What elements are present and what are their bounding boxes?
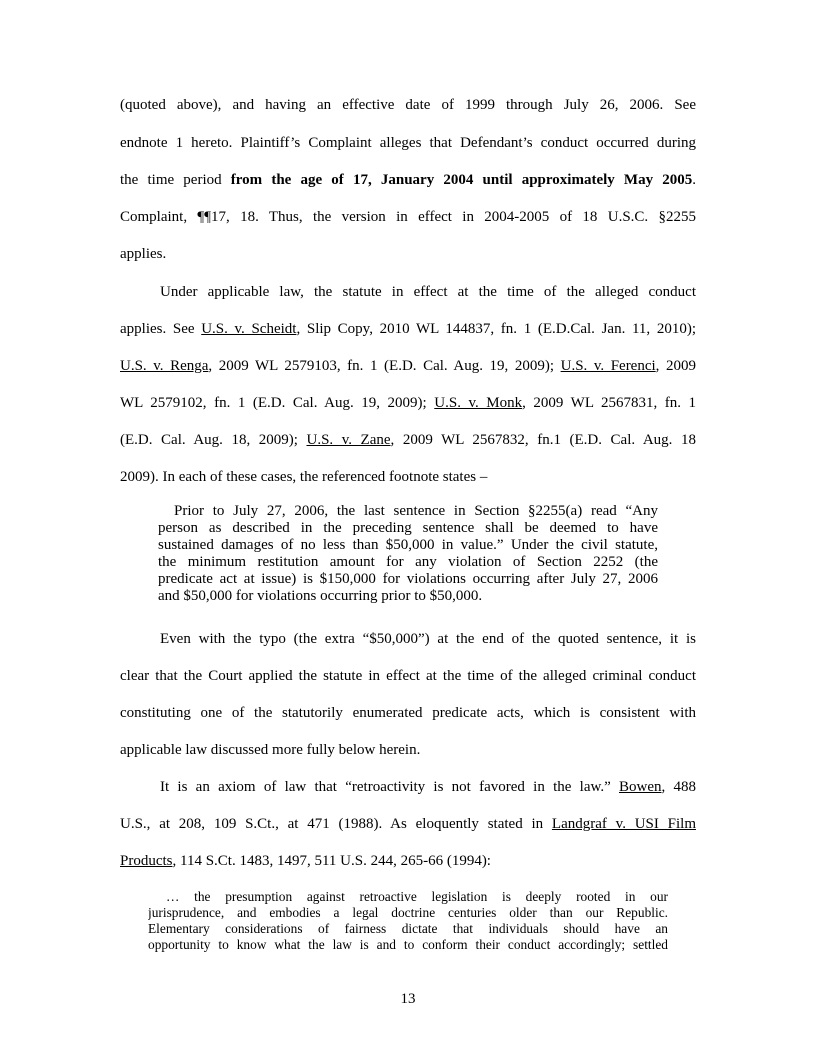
- paragraph-2-line-5: [120, 431, 696, 449]
- paragraph-3-line-1: [160, 630, 696, 648]
- text-run: , 2009 WL 2567831, fn. 1: [522, 395, 696, 411]
- block-quote-1-line-3: [158, 537, 658, 553]
- block-quote-2-line-4: [148, 937, 668, 952]
- text-run: , 2009: [655, 358, 696, 374]
- text-run: , 2009 WL 2567832, fn.1 (E.D. Cal. Aug. 18: [390, 432, 696, 448]
- text-run: Elementary considerations of fairness dictate that individuals should have an: [148, 921, 668, 936]
- case-citation: Products: [120, 853, 173, 869]
- text-run: and $50,000 for violations occurring prior to $50,000.: [158, 588, 483, 604]
- text-run: , 2009 WL 2579103, fn. 1 (E.D. Cal. Aug. 19, 2009);: [208, 358, 561, 374]
- text-run: predicate act at issue) is $150,000 for violations occurring after July 27, 2006: [158, 571, 658, 587]
- paragraph-1-line-4: [120, 208, 696, 226]
- paragraph-2-line-1: [160, 283, 696, 301]
- text-run: Even with the typo (the extra “$50,000”) at the end of the quoted sentence, it is: [160, 631, 696, 647]
- paragraph-1-line-5: [120, 245, 696, 263]
- block-quote-1-line-2: [158, 520, 658, 536]
- text-run: the time period: [120, 172, 231, 188]
- text-run: It is an axiom of law that “retroactivity is not favored in the law.”: [160, 779, 619, 795]
- block-quote-2-line-1: [158, 889, 668, 904]
- text-run: the minimum restitution amount for any violation of Section 2252 (the: [158, 554, 658, 570]
- text-run: (quoted above), and having an effective date of 1999 through July 26, 2006. See: [120, 97, 696, 113]
- case-citation: U.S. v. Ferenci: [560, 358, 656, 374]
- paragraph-4-line-1: [160, 778, 696, 796]
- paragraph-2-line-2: [120, 320, 696, 338]
- paragraph-1-line-2: [120, 134, 696, 152]
- paragraph-4-line-2: [120, 815, 696, 833]
- text-run: opportunity to know what the law is and to conform their conduct accordingly; settled: [148, 937, 668, 952]
- text-run: , Slip Copy, 2010 WL 144837, fn. 1 (E.D.Cal. Jan. 11, 2010);: [296, 321, 696, 337]
- text-run: U.S., at 208, 109 S.Ct., at 471 (1988). As eloquently stated in: [120, 816, 552, 832]
- block-quote-1-line-1: [158, 503, 658, 519]
- block-quote-1-line-5: [158, 571, 658, 587]
- text-run: constituting one of the statutorily enumerated predicate acts, which is consistent with: [120, 705, 696, 721]
- bold-date-range: from the age of 17, January 2004 until approximately May 2005: [230, 172, 693, 188]
- paragraph-4-line-3: [120, 852, 696, 870]
- paragraph-2-line-3: [120, 357, 696, 375]
- paragraph-3-line-2: [120, 667, 696, 685]
- text-run: applicable law discussed more fully below herein.: [120, 742, 421, 758]
- case-citation: U.S. v. Scheidt: [201, 321, 297, 337]
- paragraph-2-line-4: [120, 394, 696, 412]
- paragraph-3-line-3: [120, 704, 696, 722]
- paragraph-2-line-6: [120, 468, 696, 486]
- block-quote-1-line-4: [158, 554, 658, 570]
- case-citation: Bowen: [619, 779, 662, 795]
- text-run: 2009). In each of these cases, the referenced footnote states –: [120, 469, 488, 485]
- block-quote-1-line-6: [158, 588, 658, 604]
- paragraph-1-line-3: [120, 171, 696, 189]
- text-run: endnote 1 hereto. Plaintiff’s Complaint alleges that Defendant’s conduct occurred during: [120, 135, 696, 151]
- text-run: sustained damages of no less than $50,000 in value.” Under the civil statute,: [158, 537, 658, 553]
- text-run: clear that the Court applied the statute in effect at the time of the alleged criminal conduct: [120, 668, 696, 684]
- text-run: Prior to July 27, 2006, the last sentence in Section §2255(a) read “Any: [174, 503, 658, 519]
- case-citation: U.S. v. Zane: [306, 432, 391, 448]
- case-citation: Landgraf v. USI Film: [551, 816, 696, 832]
- text-run: person as described in the preceding sentence shall be deemed to have: [158, 520, 658, 536]
- page-number: 13: [400, 991, 416, 1007]
- block-quote-2-line-2: [148, 905, 668, 920]
- case-citation: U.S. v. Renga: [120, 358, 209, 374]
- paragraph-3-line-4: [120, 741, 696, 759]
- text-run: , 488: [661, 779, 696, 795]
- text-run: .: [692, 172, 696, 188]
- text-run: Under applicable law, the statute in effect at the time of the alleged conduct: [160, 284, 696, 300]
- text-run: jurisprudence, and embodies a legal doctrine centuries older than our Republic.: [148, 905, 668, 920]
- text-run: (E.D. Cal. Aug. 18, 2009);: [120, 432, 307, 448]
- paragraph-1-line-1: [120, 96, 696, 114]
- block-quote-2-line-3: [148, 921, 668, 936]
- text-run: … the presumption against retroactive legislation is deeply rooted in our: [166, 889, 668, 904]
- text-run: Complaint, ¶¶17, 18. Thus, the version in effect in 2004-2005 of 18 U.S.C. §2255: [120, 209, 696, 225]
- text-run: applies. See: [120, 321, 202, 337]
- text-run: applies.: [120, 246, 167, 262]
- case-citation: U.S. v. Monk: [434, 395, 523, 411]
- text-run: WL 2579102, fn. 1 (E.D. Cal. Aug. 19, 2009);: [120, 395, 435, 411]
- text-run: , 114 S.Ct. 1483, 1497, 511 U.S. 244, 265-66 (1994):: [172, 853, 491, 869]
